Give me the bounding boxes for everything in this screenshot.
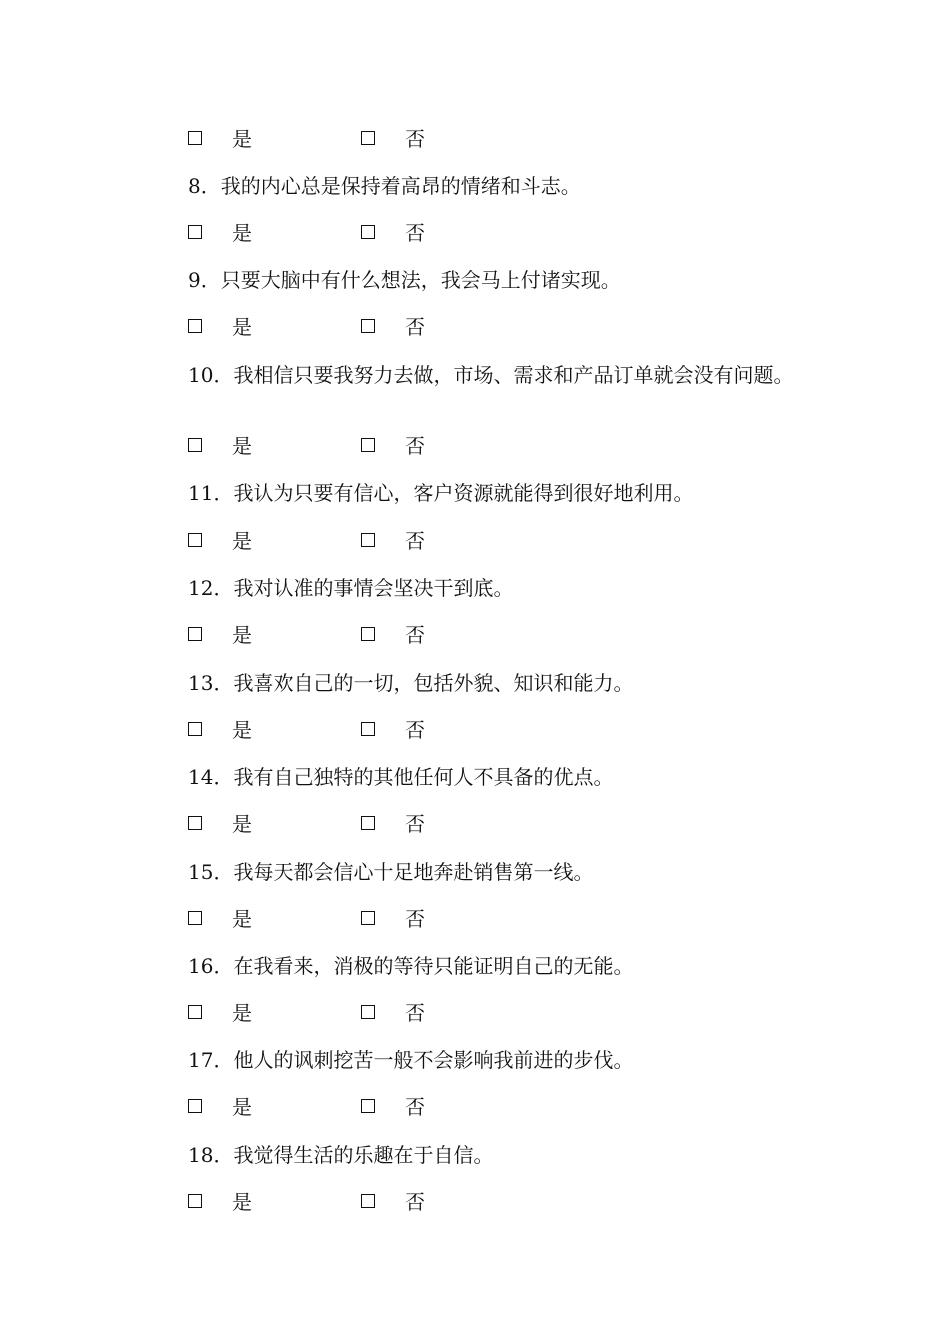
yes-checkbox[interactable] bbox=[188, 533, 202, 547]
question-9: 9．只要大脑中有什么想法，我会马上付诸实现。 bbox=[188, 268, 621, 292]
yes-label: 是 bbox=[232, 434, 252, 458]
answer-options-q17 bbox=[188, 1095, 448, 1119]
yes-label: 是 bbox=[232, 623, 252, 647]
yes-checkbox[interactable] bbox=[188, 319, 202, 333]
no-checkbox[interactable] bbox=[361, 816, 375, 830]
no-label: 否 bbox=[405, 127, 425, 151]
yes-checkbox[interactable] bbox=[188, 1099, 202, 1113]
yes-label: 是 bbox=[232, 812, 252, 836]
question-8: 8．我的内心总是保持着高昂的情绪和斗志。 bbox=[188, 174, 581, 198]
yes-checkbox[interactable] bbox=[188, 627, 202, 641]
answer-options-q16 bbox=[188, 1001, 448, 1025]
no-checkbox[interactable] bbox=[361, 1005, 375, 1019]
question-16: 16．在我看来，消极的等待只能证明自己的无能。 bbox=[188, 954, 634, 978]
no-checkbox[interactable] bbox=[361, 722, 375, 736]
yes-label: 是 bbox=[232, 127, 252, 151]
no-label: 否 bbox=[405, 1095, 425, 1119]
yes-label: 是 bbox=[232, 221, 252, 245]
no-label: 否 bbox=[405, 1190, 425, 1214]
yes-checkbox[interactable] bbox=[188, 131, 202, 145]
yes-checkbox[interactable] bbox=[188, 722, 202, 736]
no-label: 否 bbox=[405, 907, 425, 931]
question-15: 15．我每天都会信心十足地奔赴销售第一线。 bbox=[188, 860, 594, 884]
yes-label: 是 bbox=[232, 1190, 252, 1214]
question-10: 10．我相信只要我努力去做，市场、需求和产品订单就会没有问题。 bbox=[188, 363, 794, 387]
yes-label: 是 bbox=[232, 315, 252, 339]
yes-checkbox[interactable] bbox=[188, 1194, 202, 1208]
answer-options-q18 bbox=[188, 1190, 448, 1214]
no-label: 否 bbox=[405, 529, 425, 553]
question-17: 17．他人的讽刺挖苦一般不会影响我前进的步伐。 bbox=[188, 1048, 634, 1072]
no-checkbox[interactable] bbox=[361, 911, 375, 925]
no-checkbox[interactable] bbox=[361, 533, 375, 547]
no-label: 否 bbox=[405, 812, 425, 836]
answer-options-q15 bbox=[188, 907, 448, 931]
answer-options-q8 bbox=[188, 221, 448, 245]
no-label: 否 bbox=[405, 434, 425, 458]
yes-checkbox[interactable] bbox=[188, 1005, 202, 1019]
no-label: 否 bbox=[405, 623, 425, 647]
no-label: 否 bbox=[405, 1001, 425, 1025]
answer-options-q10 bbox=[188, 434, 448, 458]
no-checkbox[interactable] bbox=[361, 1099, 375, 1113]
no-checkbox[interactable] bbox=[361, 627, 375, 641]
answer-options-q14 bbox=[188, 812, 448, 836]
question-11: 11．我认为只要有信心，客户资源就能得到很好地利用。 bbox=[188, 481, 694, 505]
yes-checkbox[interactable] bbox=[188, 438, 202, 452]
question-18: 18．我觉得生活的乐趣在于自信。 bbox=[188, 1143, 494, 1167]
answer-options-q7 bbox=[188, 127, 448, 151]
yes-label: 是 bbox=[232, 1001, 252, 1025]
yes-checkbox[interactable] bbox=[188, 225, 202, 239]
answer-options-q11 bbox=[188, 529, 448, 553]
question-14: 14．我有自己独特的其他任何人不具备的优点。 bbox=[188, 765, 614, 789]
no-checkbox[interactable] bbox=[361, 131, 375, 145]
answer-options-q12 bbox=[188, 623, 448, 647]
yes-checkbox[interactable] bbox=[188, 816, 202, 830]
question-12: 12．我对认准的事情会坚决干到底。 bbox=[188, 576, 514, 600]
no-label: 否 bbox=[405, 718, 425, 742]
yes-label: 是 bbox=[232, 529, 252, 553]
answer-options-q13 bbox=[188, 718, 448, 742]
question-13: 13．我喜欢自己的一切，包括外貌、知识和能力。 bbox=[188, 671, 634, 695]
yes-label: 是 bbox=[232, 1095, 252, 1119]
no-checkbox[interactable] bbox=[361, 225, 375, 239]
yes-checkbox[interactable] bbox=[188, 911, 202, 925]
no-label: 否 bbox=[405, 221, 425, 245]
no-checkbox[interactable] bbox=[361, 438, 375, 452]
answer-options-q9 bbox=[188, 315, 448, 339]
yes-label: 是 bbox=[232, 718, 252, 742]
yes-label: 是 bbox=[232, 907, 252, 931]
no-checkbox[interactable] bbox=[361, 1194, 375, 1208]
no-checkbox[interactable] bbox=[361, 319, 375, 333]
no-label: 否 bbox=[405, 315, 425, 339]
